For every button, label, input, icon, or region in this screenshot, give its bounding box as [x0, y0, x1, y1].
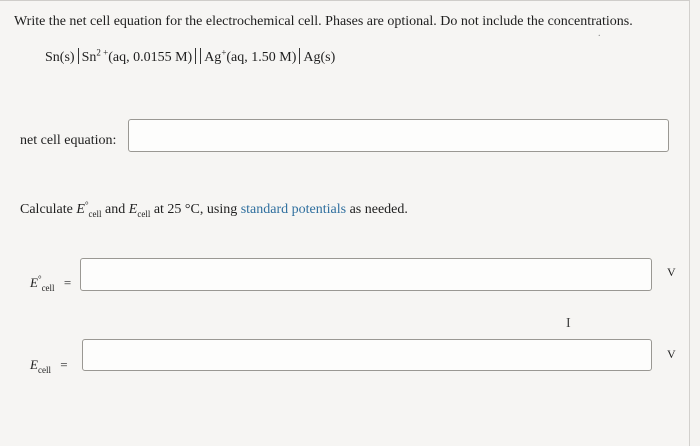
stray-dot: .	[598, 28, 601, 39]
ecell-standard-input[interactable]	[80, 258, 652, 291]
cathode-ion-conditions: (aq, 1.50 M)	[226, 50, 297, 65]
cathode-ion: Ag	[204, 50, 222, 65]
phase-boundary	[78, 48, 79, 64]
anode-ion: Sn	[81, 50, 97, 65]
ecell-input[interactable]	[82, 339, 652, 371]
cell-notation	[45, 48, 335, 66]
ecell-standard-label: $E^\circ_{cell}$ =	[30, 274, 72, 293]
salt-bridge	[195, 48, 201, 64]
ecell-label: $E_{cell}$ =	[30, 357, 68, 375]
question-text: Write the net cell equation for the electrochemical cell. Phases are optional. Do not include the concentrations.	[14, 14, 633, 29]
ecell-unit: V	[667, 347, 676, 361]
standard-potentials-link[interactable]: standard potentials	[240, 202, 347, 217]
anode-species: Sn(s)	[45, 50, 75, 65]
text-cursor-icon: I	[566, 316, 571, 331]
net-equation-label: net cell equation:	[20, 133, 117, 148]
anode-ion-conditions: (aq, 0.0155 M)	[108, 50, 193, 65]
calculate-instruction: Calculate $E^\circ_{cell}$ and $E_{cell}$ at 25 °C, using standard potentials as needed.	[20, 200, 408, 219]
cathode-species: Ag(s)	[303, 50, 336, 65]
cathode-ion-charge: +	[221, 47, 227, 58]
anode-ion-charge: 2 +	[96, 47, 109, 58]
ecell-standard-unit: V	[667, 265, 676, 279]
net-equation-input[interactable]	[128, 119, 669, 152]
phase-boundary	[299, 48, 300, 64]
